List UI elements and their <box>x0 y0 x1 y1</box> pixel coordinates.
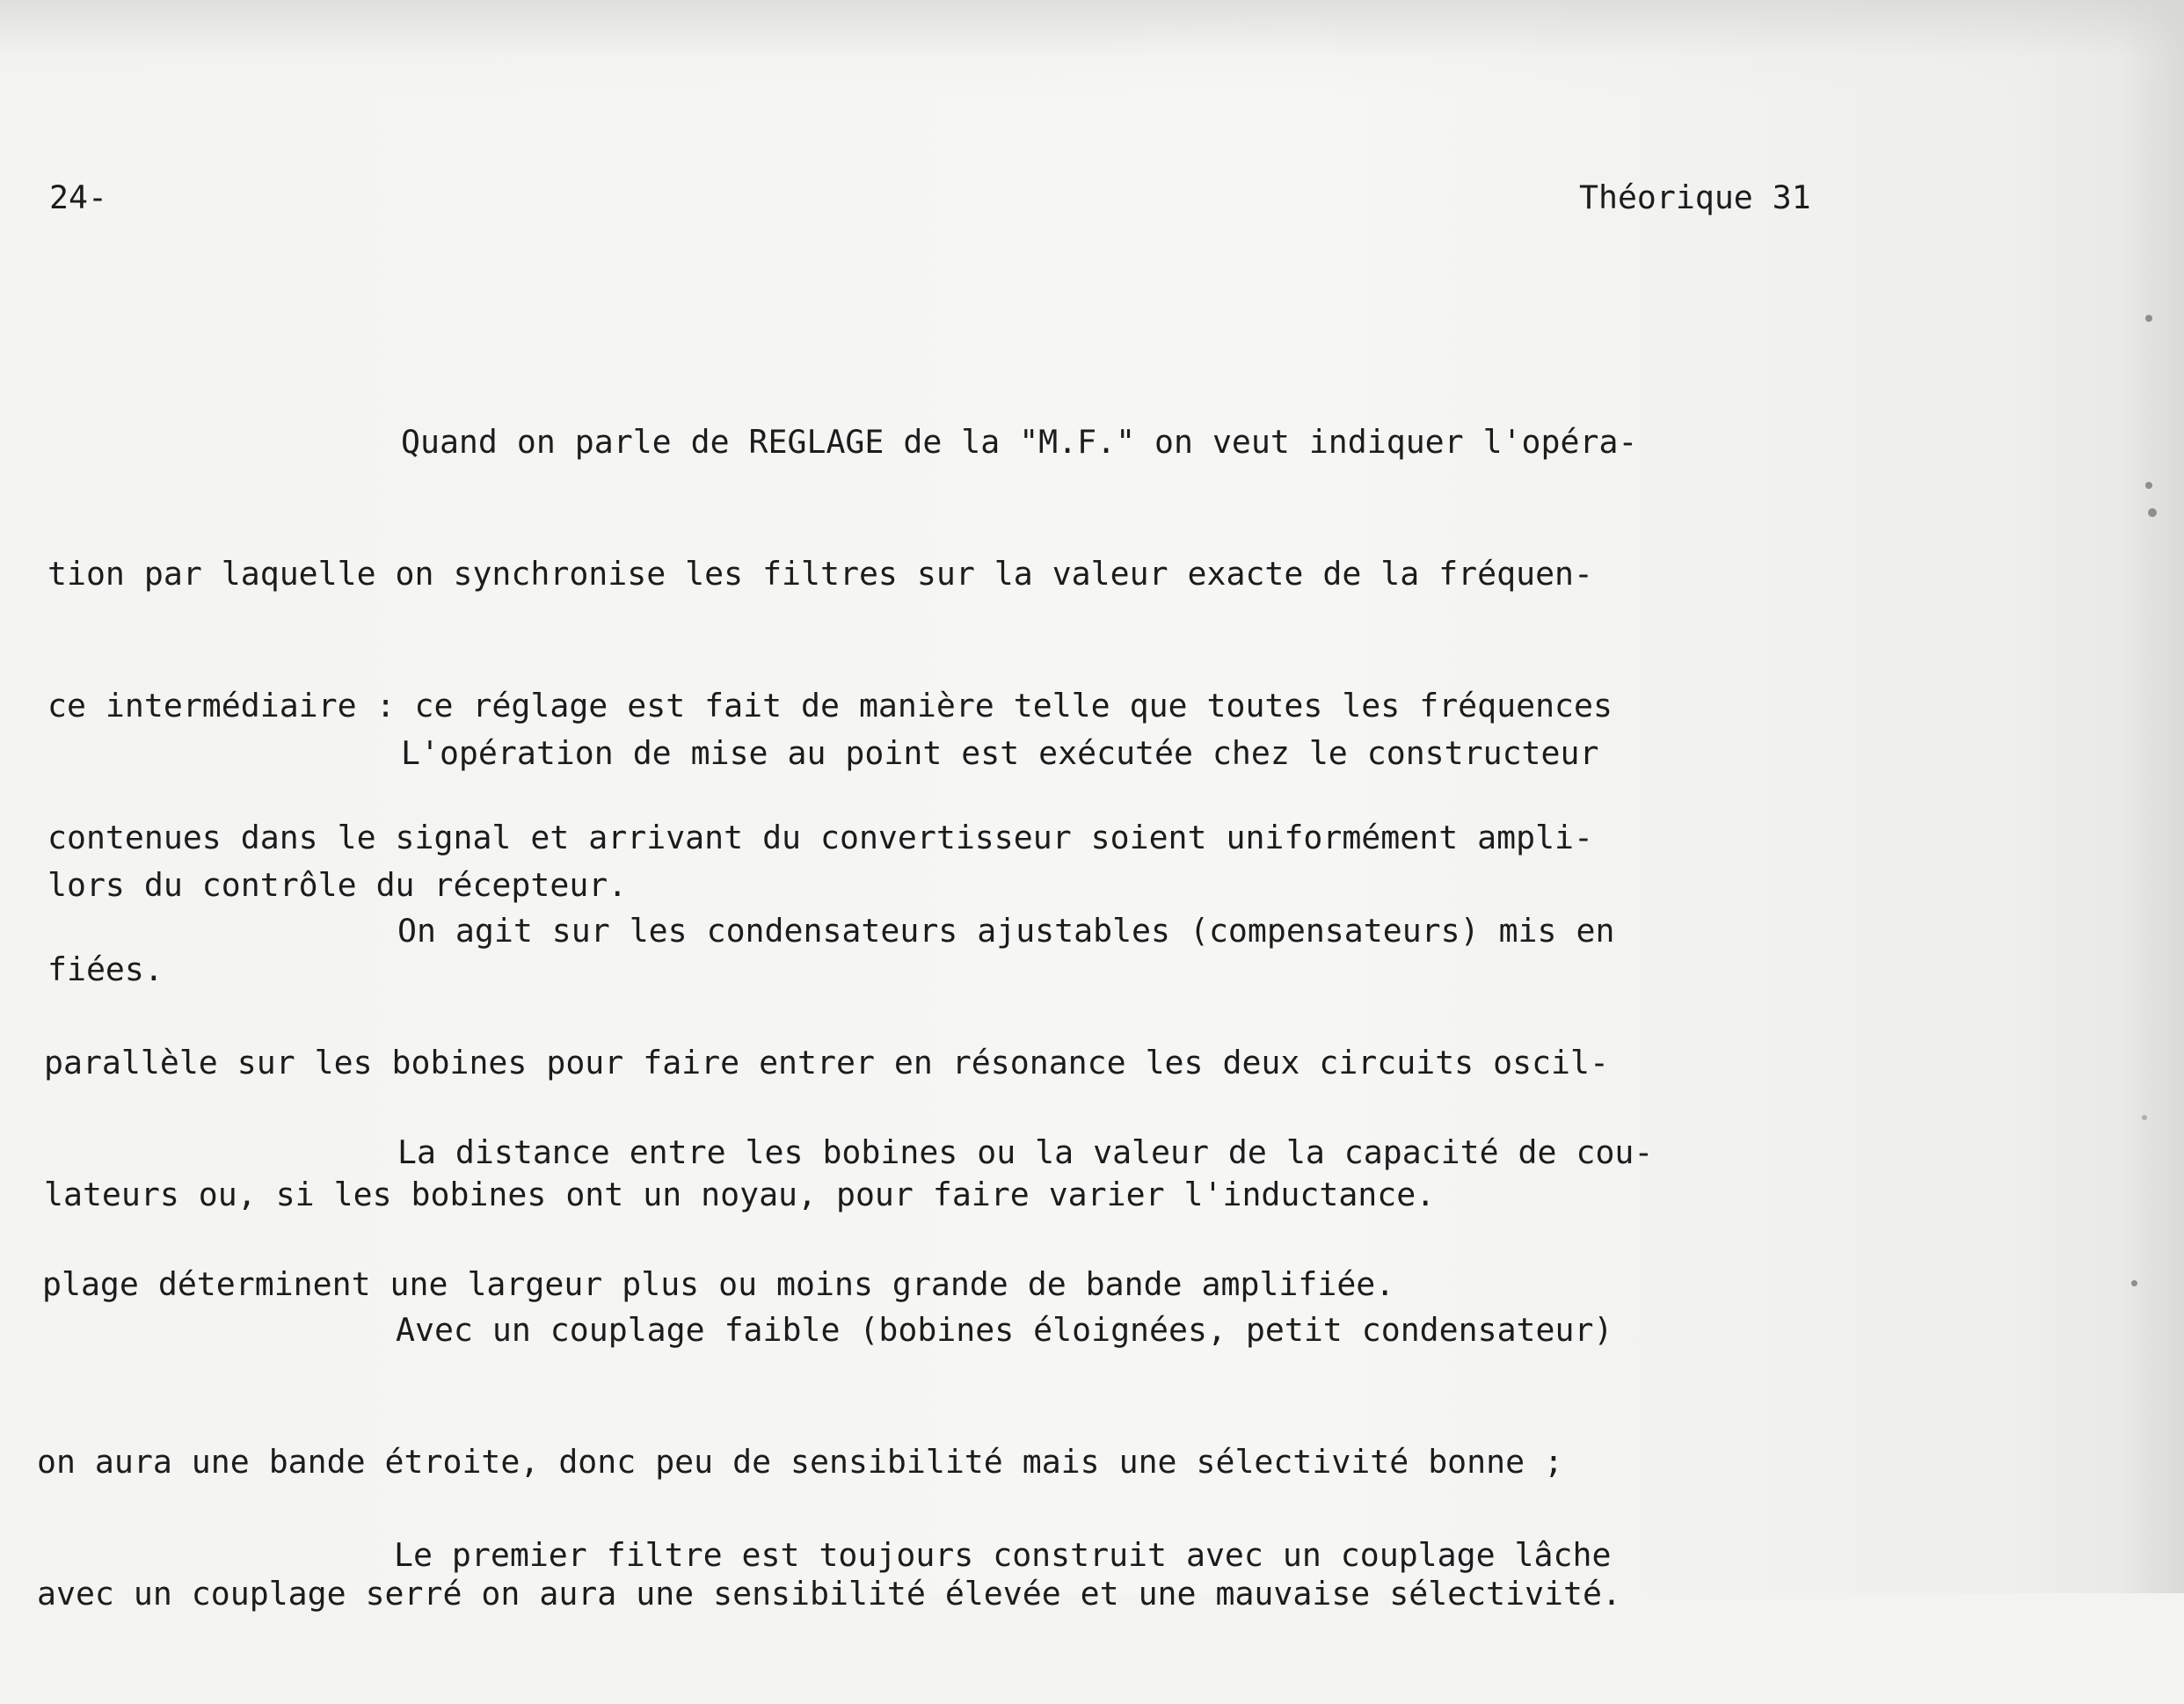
page-number: 24- <box>49 178 107 216</box>
text-line: parallèle sur les bobines pour faire entrer en résonance les deux circuits oscil- <box>44 1044 1609 1081</box>
text-line: ce intermédiaire : ce réglage est fait de manière telle que toutes les fréquences <box>47 687 1613 725</box>
scan-speck <box>2145 482 2152 489</box>
text-line: Le premier filtre est toujours construit avec un couplage lâche <box>394 1536 1612 1574</box>
scan-speck <box>2148 508 2157 517</box>
text-line: Quand on parle de REGLAGE de la "M.F." on veut indiquer l'opéra- <box>401 423 1638 461</box>
text-line: plage déterminent une largeur plus ou moins grande de bande amplifiée. <box>42 1265 1395 1303</box>
text-line: lors du contrôle du récepteur. <box>47 866 628 904</box>
text-line: Avec un couplage faible (bobines éloignées, petit condensateur) <box>396 1311 1613 1349</box>
text-line: tion par laquelle on synchronise les filtres sur la valeur exacte de la fréquen- <box>47 555 1593 593</box>
scan-right-edge-shadow <box>2122 0 2184 1593</box>
text-line: L'opération de mise au point est exécutée chez le constructeur <box>401 734 1599 772</box>
scan-speck <box>2142 1115 2147 1120</box>
section-title: Théorique 31 <box>1579 178 1811 216</box>
paragraph <box>394 1445 1611 1665</box>
scan-speck <box>2131 1280 2137 1286</box>
text-line: On agit sur les condensateurs ajustables (compensateurs) mis en <box>397 912 1615 950</box>
scan-speck <box>2145 315 2152 322</box>
text-line: on aura une bande étroite, donc peu de sensibilité mais une sélectivité bonne ; <box>37 1443 1564 1481</box>
text-line: contenues dans le signal et arrivant du convertisseur soient uniformément ampli- <box>47 819 1593 856</box>
text-line: La distance entre les bobines ou la valeur de la capacité de cou- <box>397 1133 1654 1171</box>
scan-top-shadow <box>0 0 2184 97</box>
text-line: avec un couplage serré on aura une sensibilité élevée et une mauvaise sélectivité. <box>37 1575 1621 1613</box>
text-line: lateurs ou, si les bobines ont un noyau, pour faire varier l'inductance. <box>44 1176 1436 1213</box>
text-line: fiées. <box>47 950 164 988</box>
